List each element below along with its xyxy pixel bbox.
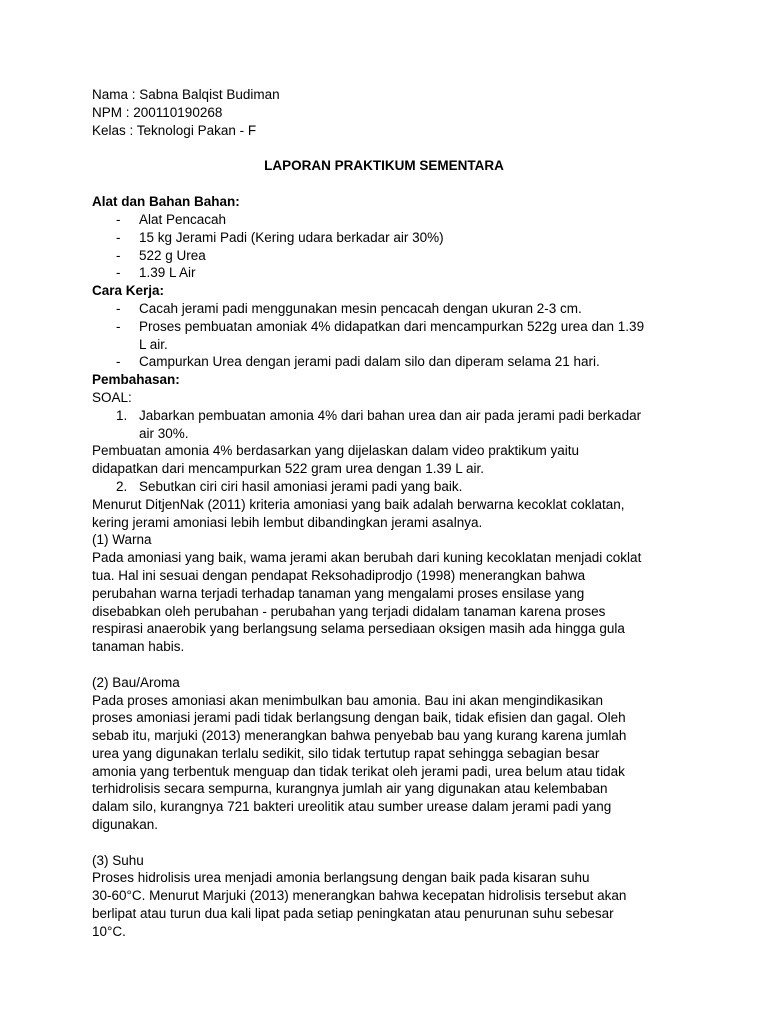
list-marker: - bbox=[116, 211, 121, 227]
warna-paragraph: Pada amoniasi yang baik, wama jerami akan berubah dari kuning kecoklatan menjadi coklat tua. Hal ini sesuai dengan pendapat Reksohadiprodjo (1998) menerangkan bahwa perubahan warna terjadi terhadap tanaman yang mengalami proses ensilase yang disebabkan oleh perubahan - perubahan yang terjadi didalam tanaman karena proses respirasi anaerobik yang berlangsung selama persediaan oksigen masih ada hingga gula tanaman habis. bbox=[92, 550, 642, 655]
tools-list bbox=[92, 211, 676, 282]
question-2: 2. Sebutkan ciri ciri hasil amoniasi jerami padi yang baik. bbox=[116, 478, 463, 494]
suhu-paragraph: Proses hidrolisis urea menjadi amonia berlangsung dengan baik pada kisaran suhu 30-60°C. Menurut Marjuki (2013) menerangkan bahwa kecepatan hidrolisis tersebut akan berlipat atau turun dua kali lipat pada setiap peningkatan atau penurunan suhu sebesar 10°C. bbox=[92, 870, 627, 939]
answer-1: Pembuatan amonia 4% berdasarkan yang dijelaskan dalam video praktikum yaitu didapatkan dari mencampurkan 522 gram urea dengan 1.39 L air. bbox=[92, 443, 580, 477]
list-marker: - bbox=[116, 300, 121, 316]
list-item: - Cacah jerami padi menggunakan mesin pencacah dengan ukuran 2-3 cm. bbox=[116, 300, 582, 316]
list-item: - Alat Pencacah bbox=[116, 211, 227, 227]
suhu-heading: (3) Suhu bbox=[92, 852, 144, 868]
list-item: - Proses pembuatan amoniak 4% didapatkan dari mencampurkan 522g urea dan 1.39 L air. bbox=[116, 318, 645, 352]
procedure-list bbox=[92, 300, 676, 371]
student-npm: NPM : 200110190268 bbox=[92, 104, 223, 120]
soal-label: SOAL: bbox=[92, 389, 132, 405]
discussion-heading: Pembahasan: bbox=[92, 372, 180, 388]
student-name: Nama : Sabna Balqist Budiman bbox=[92, 87, 280, 102]
list-marker: - bbox=[116, 247, 121, 263]
bau-heading: (2) Bau/Aroma bbox=[92, 674, 180, 690]
list-marker: - bbox=[116, 265, 121, 281]
list-marker: - bbox=[116, 354, 121, 370]
warna-heading: (1) Warna bbox=[92, 532, 152, 548]
answer-2: Menurut DitjenNak (2011) kriteria amoniasi yang baik adalah berwarna kecoklat coklatan, kering jerami amoniasi lebih lembut dibandingkan jerami asalnya. bbox=[92, 496, 625, 530]
bau-paragraph: Pada proses amoniasi akan menimbulkan bau amonia. Bau ini akan mengindikasikan proses amoniasi jerami padi tidak berlangsung dengan baik, tidak efisien dan gagal. Oleh sebab itu, marjuki (2013) menerangkan bahwa penyebab bau yang kurang karena jumlah urea yang digunakan terlalu sedikit, silo tidak tertutup rapat sehingga sebagian besar amonia yang terbentuk menguap dan tidak terikat oleh jerami padi, urea belum atau tidak terhidrolisis secara sempurna, kurangnya jumlah air yang digunakan atau kelembaban dalam silo, kurangnya 721 bakteri ureolitik atau sumber urease dalam jerami padi yang digunakan. bbox=[92, 692, 627, 833]
question-1: 1. Jabarkan pembuatan amonia 4% dari bahan urea dan air pada jerami padi berkadar air 30%. bbox=[116, 407, 642, 441]
list-marker: - bbox=[116, 229, 121, 245]
student-class: Kelas : Teknologi Pakan - F bbox=[92, 122, 257, 138]
list-item: - 15 kg Jerami Padi (Kering udara berkadar air 30%) bbox=[116, 229, 444, 245]
procedure-heading: Cara Kerja: bbox=[92, 283, 165, 299]
question-number: 2. bbox=[116, 478, 128, 494]
list-marker: - bbox=[116, 318, 121, 334]
list-item: - Campurkan Urea dengan jerami padi dalam silo dan diperam selama 21 hari. bbox=[116, 354, 600, 370]
question-number: 1. bbox=[116, 407, 128, 423]
list-item: - 522 g Urea bbox=[116, 247, 206, 263]
student-info bbox=[92, 86, 676, 139]
report-title: LAPORAN PRAKTIKUM SEMENTARA bbox=[264, 158, 504, 174]
list-item: - 1.39 L Air bbox=[116, 265, 196, 281]
tools-heading: Alat dan Bahan Bahan: bbox=[92, 194, 240, 210]
